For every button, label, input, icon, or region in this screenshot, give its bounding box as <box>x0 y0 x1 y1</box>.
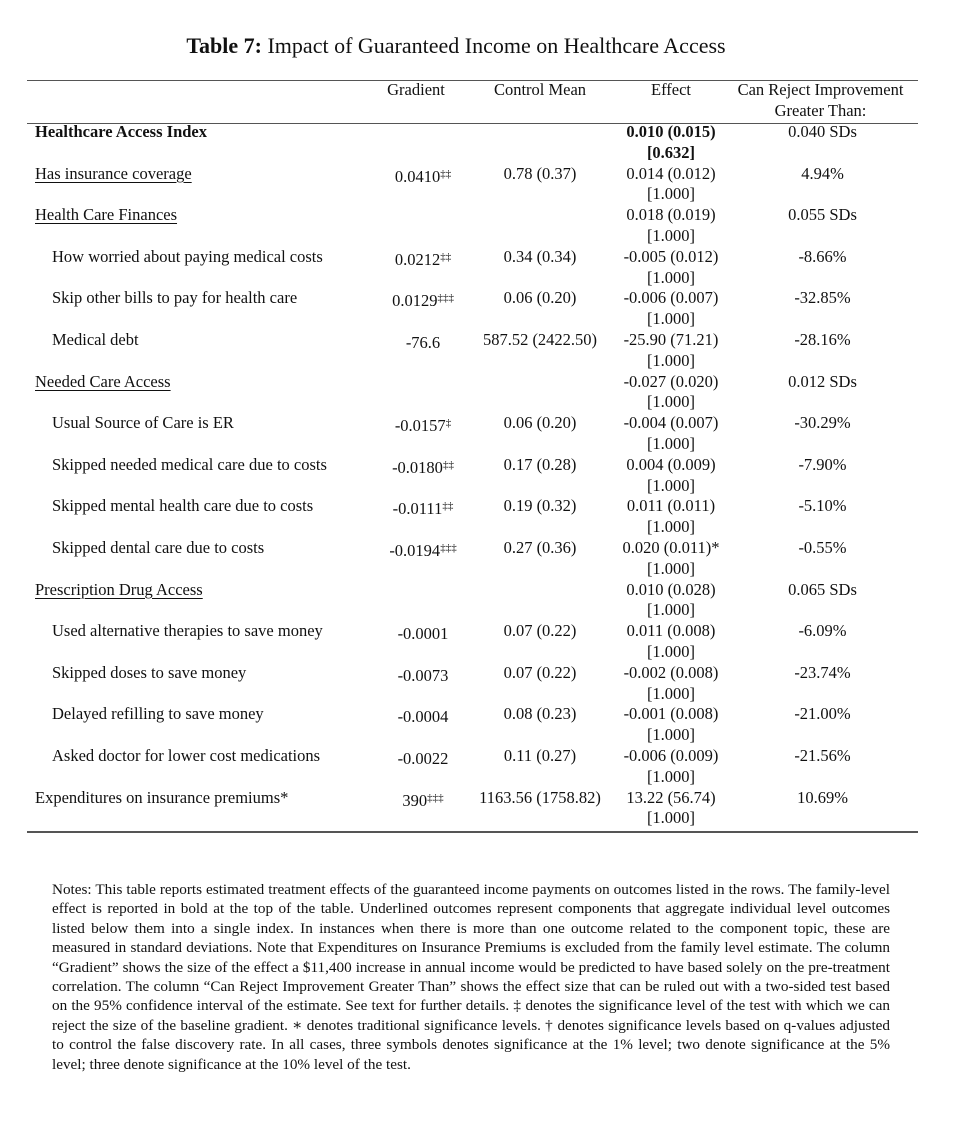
control-mean-cell: 0.78 (0.37) <box>503 163 577 183</box>
table-title <box>0 33 912 59</box>
table-row <box>27 288 918 330</box>
gradient-cell <box>367 247 465 289</box>
row-label-text: Used alternative therapies to save money <box>52 621 323 641</box>
control-mean-cell: 0.19 (0.32) <box>503 496 577 516</box>
gradient-value: -0.0004 <box>397 707 449 727</box>
control-mean-cell: 0.06 (0.20) <box>503 288 577 308</box>
can-reject-cell: -8.66% <box>798 246 847 266</box>
table-notes: Notes: This table reports estimated treatment effects of the guaranteed income payments on outcomes listed in the rows. The family-level effect is reported in bold at the top of the table. Underlined outcomes represent components that aggregate individual level outcomes listed below them into a single index. In instances when there is more than one outcome related to the component topic, these are measured in standard deviations. Note that Expenditures on Insurance Premiums is excluded from the family level estimate. The column “Gradient” shows the size of the effect a $11,400 increase in annual income would be predicted to have based solely on the pre-treatment correlation. The column “Can Reject Improvement Greater Than” shows the effect size that can be ruled out with a two-sided test based on the 95% confidence interval of the estimate. See text for further details. ‡ denotes the significance level of the test with which we can reject the size of the baseline gradient. ∗ denotes traditional significance levels. † denotes significance levels based on q-values adjusted to control the false discovery rate. In all cases, three symbols denotes significance at the 1% level; two denote significance at the 5% level; three denote significance at the 10% level of the test. <box>52 881 890 1073</box>
row-label <box>27 538 367 580</box>
can-reject-cell: -5.10% <box>798 496 847 516</box>
effect-qvalue: [1.000] <box>646 309 696 329</box>
effect-estimate: 0.020 (0.011)* <box>622 537 720 557</box>
effect-qvalue: [1.000] <box>646 184 696 204</box>
gradient-cell <box>367 288 465 330</box>
row-label <box>27 330 367 372</box>
effect-estimate: -0.006 (0.007) <box>623 288 719 308</box>
effect-qvalue: [1.000] <box>646 433 696 453</box>
row-label-text: Skip other bills to pay for health care <box>52 288 298 308</box>
effect-qvalue: [1.000] <box>646 725 696 745</box>
gradient-cell <box>367 538 465 580</box>
control-mean-cell <box>465 205 615 247</box>
control-mean-cell: 587.52 (2422.50) <box>482 329 598 349</box>
effect-estimate: -0.001 (0.008) <box>623 704 719 724</box>
effect-cell <box>615 164 727 206</box>
row-label-text: Healthcare Access Index <box>35 122 208 141</box>
control-mean-cell: 0.17 (0.28) <box>503 454 577 474</box>
effect-cell <box>615 372 727 414</box>
table-row <box>27 372 918 414</box>
gradient-value: 0.0410 <box>394 166 441 186</box>
row-label-text: Has insurance coverage <box>35 163 192 183</box>
table-row <box>27 455 918 497</box>
gradient-value: 0.0129 <box>392 291 438 311</box>
table-row <box>27 621 918 663</box>
effect-estimate: -0.027 (0.020) <box>623 371 719 391</box>
gradient-cell <box>367 413 465 455</box>
effect-qvalue: [1.000] <box>646 350 696 370</box>
row-label <box>27 580 367 622</box>
control-mean-cell <box>465 580 615 622</box>
effect-qvalue: [1.000] <box>646 808 696 828</box>
row-label-text: Needed Care Access <box>35 371 171 391</box>
row-label-text: How worried about paying medical costs <box>52 246 323 266</box>
effect-qvalue: [0.632] <box>646 142 696 162</box>
effect-estimate: -0.004 (0.007) <box>623 413 719 433</box>
gradient-cell <box>367 663 465 705</box>
control-mean-cell: 0.27 (0.36) <box>503 537 577 557</box>
table-row <box>27 122 918 164</box>
effect-estimate: 0.014 (0.012) <box>626 163 716 183</box>
header-outcome <box>27 80 367 122</box>
table-row <box>27 413 918 455</box>
effect-cell <box>615 330 727 372</box>
row-label <box>27 413 367 455</box>
row-label-text: Skipped doses to save money <box>52 662 247 682</box>
control-mean-cell: 1163.56 (1758.82) <box>479 787 601 807</box>
header-can-reject: Can Reject Improvement Greater Than: <box>737 80 904 120</box>
effect-estimate: -0.002 (0.008) <box>623 662 719 682</box>
gradient-value: -0.0073 <box>397 665 449 685</box>
row-label-text: Expenditures on insurance premiums* <box>35 787 289 807</box>
gradient-cell <box>367 621 465 663</box>
gradient-significance-mark: ‡‡ <box>442 458 454 471</box>
effect-qvalue: [1.000] <box>646 267 696 287</box>
effect-cell <box>615 746 727 788</box>
gradient-value: -0.0157 <box>394 416 446 436</box>
control-mean-cell: 0.34 (0.34) <box>503 246 577 266</box>
table-row <box>27 496 918 538</box>
table-row <box>27 538 918 580</box>
row-label-text: Prescription Drug Access <box>35 579 203 599</box>
can-reject-cell: -30.29% <box>794 413 851 433</box>
gradient-cell <box>367 164 465 206</box>
row-label-text: Skipped needed medical care due to costs <box>52 454 327 474</box>
effect-estimate: 0.004 (0.009) <box>626 454 716 474</box>
control-mean-cell: 0.07 (0.22) <box>503 662 577 682</box>
gradient-cell <box>367 580 465 622</box>
can-reject-cell: 0.065 SDs <box>788 579 857 599</box>
gradient-cell <box>367 788 465 830</box>
effect-cell <box>615 580 727 622</box>
header-gradient: Gradient <box>387 80 445 99</box>
effect-estimate: 0.011 (0.008) <box>626 621 716 641</box>
row-label-text: Skipped mental health care due to costs <box>52 496 314 516</box>
control-mean-cell <box>465 372 615 414</box>
effect-cell <box>615 621 727 663</box>
gradient-cell <box>367 704 465 746</box>
effect-qvalue: [1.000] <box>646 766 696 786</box>
header-control-mean: Control Mean <box>493 80 587 99</box>
can-reject-cell: -6.09% <box>798 621 847 641</box>
row-label <box>27 247 367 289</box>
row-label-text: Usual Source of Care is ER <box>52 413 234 433</box>
gradient-value: -0.0180 <box>392 457 443 477</box>
effect-estimate: -0.005 (0.012) <box>623 246 719 266</box>
effect-estimate: 13.22 (56.74) <box>626 787 716 807</box>
gradient-significance-mark: ‡ <box>445 417 452 430</box>
gradient-cell <box>367 372 465 414</box>
effect-cell <box>615 122 727 164</box>
gradient-value: 390 <box>402 790 428 810</box>
results-table <box>27 80 918 829</box>
can-reject-cell: -23.74% <box>794 662 851 682</box>
can-reject-cell: -0.55% <box>798 537 847 557</box>
table-row <box>27 663 918 705</box>
gradient-significance-mark: ‡‡‡ <box>437 292 454 305</box>
row-label <box>27 663 367 705</box>
gradient-cell <box>367 746 465 788</box>
effect-qvalue: [1.000] <box>646 392 696 412</box>
effect-estimate: -0.006 (0.009) <box>623 745 719 765</box>
row-label <box>27 788 367 830</box>
row-label-text: Health Care Finances <box>35 205 178 225</box>
row-label <box>27 122 367 164</box>
effect-cell <box>615 288 727 330</box>
effect-cell <box>615 663 727 705</box>
can-reject-cell: 0.055 SDs <box>788 205 857 225</box>
effect-qvalue: [1.000] <box>646 517 696 537</box>
effect-estimate: 0.011 (0.011) <box>626 496 716 516</box>
can-reject-cell: -32.85% <box>794 288 851 308</box>
can-reject-cell: 4.94% <box>801 163 844 183</box>
effect-cell <box>615 704 727 746</box>
table-row <box>27 704 918 746</box>
row-label-text: Asked doctor for lower cost medications <box>52 745 321 765</box>
gradient-value: -0.0022 <box>397 748 449 768</box>
row-label-text: Delayed refilling to save money <box>52 704 264 724</box>
effect-cell <box>615 496 727 538</box>
effect-estimate: 0.010 (0.028) <box>626 579 716 599</box>
row-label <box>27 455 367 497</box>
can-reject-cell: -7.90% <box>798 454 847 474</box>
table-row <box>27 164 918 206</box>
table-row <box>27 205 918 247</box>
bottom-rule <box>27 831 918 833</box>
gradient-significance-mark: ‡‡ <box>440 167 452 180</box>
row-label <box>27 746 367 788</box>
gradient-cell <box>367 205 465 247</box>
effect-cell <box>615 538 727 580</box>
gradient-value: -0.0111 <box>392 499 443 519</box>
row-label <box>27 288 367 330</box>
row-label <box>27 621 367 663</box>
table-row <box>27 788 918 830</box>
gradient-significance-mark: ‡‡ <box>440 250 452 263</box>
effect-qvalue: [1.000] <box>646 683 696 703</box>
table-row <box>27 746 918 788</box>
row-label <box>27 704 367 746</box>
effect-qvalue: [1.000] <box>646 475 696 495</box>
row-label <box>27 496 367 538</box>
effect-qvalue: [1.000] <box>646 225 696 245</box>
gradient-cell <box>367 455 465 497</box>
can-reject-cell: -21.00% <box>794 704 851 724</box>
table-title-text: Impact of Guaranteed Income on Healthcare Access <box>267 33 726 58</box>
gradient-value: 0.0212 <box>394 249 441 269</box>
effect-estimate: 0.010 (0.015) <box>626 122 716 141</box>
effect-cell <box>615 205 727 247</box>
effect-cell <box>615 247 727 289</box>
control-mean-cell: 0.08 (0.23) <box>503 704 577 724</box>
row-label-text: Skipped dental care due to costs <box>52 537 265 557</box>
gradient-cell <box>367 122 465 164</box>
gradient-value: -0.0001 <box>397 624 449 644</box>
table-title-prefix: Table 7: <box>186 33 262 58</box>
gradient-value: -0.0194 <box>389 540 441 560</box>
gradient-value: -76.6 <box>405 332 441 352</box>
row-label-text: Medical debt <box>52 329 139 349</box>
table-row <box>27 580 918 622</box>
effect-cell <box>615 788 727 830</box>
table-row <box>27 247 918 289</box>
gradient-significance-mark: ‡‡‡ <box>440 541 457 554</box>
effect-cell <box>615 413 727 455</box>
control-mean-cell: 0.07 (0.22) <box>503 621 577 641</box>
row-label <box>27 372 367 414</box>
effect-qvalue: [1.000] <box>646 558 696 578</box>
control-mean-cell: 0.06 (0.20) <box>503 413 577 433</box>
gradient-cell <box>367 496 465 538</box>
effect-cell <box>615 455 727 497</box>
gradient-cell <box>367 330 465 372</box>
can-reject-cell: 10.69% <box>797 787 848 807</box>
effect-qvalue: [1.000] <box>646 641 696 661</box>
effect-estimate: -25.90 (71.21) <box>623 329 719 349</box>
row-label <box>27 205 367 247</box>
can-reject-cell: 0.040 SDs <box>788 122 857 141</box>
can-reject-cell: -28.16% <box>794 329 851 349</box>
can-reject-cell: -21.56% <box>794 745 851 765</box>
can-reject-cell: 0.012 SDs <box>788 371 857 391</box>
gradient-significance-mark: ‡‡‡ <box>427 791 444 804</box>
table-row <box>27 330 918 372</box>
gradient-significance-mark: ‡‡ <box>442 500 454 513</box>
header-effect: Effect <box>650 80 691 99</box>
row-label <box>27 164 367 206</box>
effect-estimate: 0.018 (0.019) <box>626 205 716 225</box>
control-mean-cell: 0.11 (0.27) <box>503 745 577 765</box>
effect-qvalue: [1.000] <box>646 600 696 620</box>
header-row <box>27 80 918 122</box>
control-mean-cell <box>465 122 615 164</box>
